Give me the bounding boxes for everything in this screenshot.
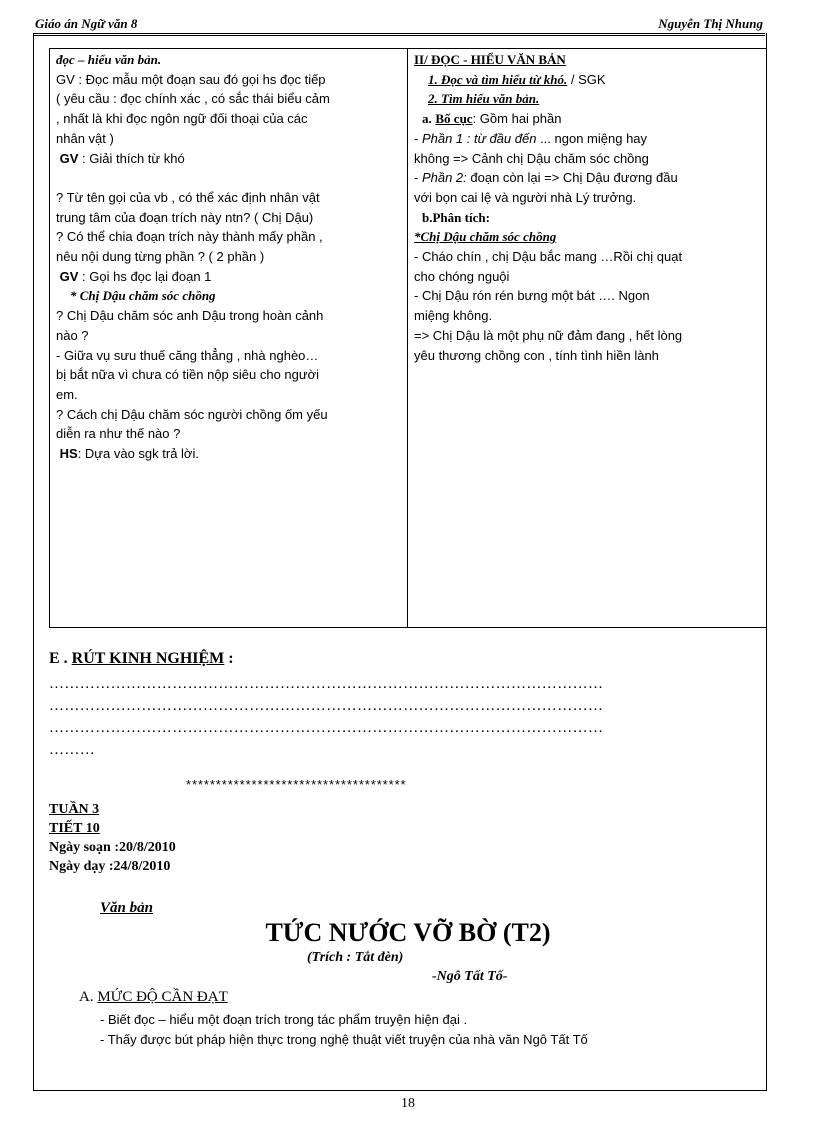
- right-line-text: / SGK: [567, 71, 606, 87]
- right-line: yêu thương chồng con , tính tình hiền lành: [414, 347, 659, 363]
- notes-lines: [49, 673, 603, 761]
- right-line: [414, 109, 760, 129]
- list-item: - Thấy được bút pháp hiện thực trong nghệ thuật viết truyện của nhà văn Ngô Tất Tố: [100, 1032, 588, 1047]
- notes-line: ………………………………………………………………………………………………: [49, 698, 604, 714]
- list-item: - Biết đọc – hiểu một đoạn trích trong tác phẩm truyện hiện đại .: [100, 1012, 468, 1027]
- right-line: cho chóng nguội: [414, 268, 510, 284]
- left-line: nào ?: [56, 327, 89, 343]
- left-line: diễn ra như thế nào ?: [56, 426, 181, 442]
- right-line: [414, 129, 760, 149]
- right-subheading: 2. Tìm hiểu văn bản.: [428, 91, 540, 107]
- section-a-heading: [79, 989, 228, 1006]
- left-line: , nhất là khi đọc ngôn ngữ đối thoại của các: [56, 111, 308, 127]
- left-line: ? Chị Dậu chăm sóc anh Dậu trong hoàn cảnh: [56, 308, 324, 324]
- right-label: a.: [422, 111, 432, 127]
- left-line: đọc – hiểu văn bản.: [56, 52, 162, 67]
- right-line-text: -: [414, 170, 422, 186]
- right-line: [414, 70, 760, 90]
- left-line: [56, 444, 401, 464]
- left-line: [56, 149, 401, 169]
- lesson-author: -Ngô Tất Tố-: [432, 969, 508, 984]
- lesson-title: TỨC NƯỚC VỠ BỜ (T2): [265, 918, 551, 947]
- separator-stars: *************************************: [186, 777, 407, 792]
- right-line-text: đoạn còn lại => Chị Dậu đương đầu: [466, 170, 678, 186]
- text-label: Văn bản: [100, 900, 153, 916]
- section-a-list: [100, 1010, 588, 1050]
- header-left: Giáo án Ngữ văn 8: [35, 16, 138, 31]
- notes-line: ………: [49, 742, 96, 758]
- right-line-text: ... ngon miệng hay: [536, 130, 648, 146]
- right-heading: II/ ĐỌC - HIỂU VĂN BẢN: [414, 52, 566, 67]
- right-line: miệng không.: [414, 308, 493, 324]
- teach-date: Ngày dạy :24/8/2010: [49, 859, 171, 874]
- left-subheading: * Chị Dậu chăm sóc chồng: [70, 288, 216, 304]
- page-number: 18: [401, 1096, 415, 1111]
- right-line-text: -: [414, 130, 422, 146]
- left-line-text: : Dựa vào sgk trả lời.: [77, 446, 199, 462]
- section-e-prefix: E .: [49, 650, 72, 667]
- right-line-text: : Gồm hai phần: [472, 111, 562, 127]
- lesson-table: [49, 48, 767, 628]
- table-left-column: [50, 49, 408, 627]
- speaker-label: GV: [59, 268, 79, 284]
- prep-date: Ngày soạn :20/8/2010: [49, 840, 176, 855]
- table-right-column: [408, 49, 766, 627]
- section-a-prefix: A.: [79, 989, 98, 1005]
- right-subheading: 1. Đọc và tìm hiểu từ khó.: [428, 71, 568, 87]
- week-label: TUẦN 3: [49, 802, 100, 817]
- right-line: - Cháo chín , chị Dậu bắc mang …Rồi chị quạt: [414, 249, 683, 265]
- left-line: ( yêu cầu : đọc chính xác , có sắc thái biểu cảm: [56, 91, 330, 107]
- blank-line: [56, 168, 401, 188]
- left-line: [56, 267, 401, 287]
- right-line-italic: Phần 2:: [421, 170, 467, 186]
- left-line: ? Có thể chia đoạn trích này thành mấy phần ,: [56, 229, 323, 245]
- right-line: => Chị Dậu là một phụ nữ đảm đang , hết lòng: [414, 327, 683, 343]
- right-line: không => Cảnh chị Dậu chăm sóc chồng: [414, 150, 649, 166]
- left-line: em.: [56, 386, 78, 402]
- left-line: - Giữa vụ sưu thuế căng thẳng , nhà nghèo…: [56, 347, 319, 363]
- section-e-heading: [49, 650, 234, 668]
- notes-line: ………………………………………………………………………………………………: [49, 676, 604, 692]
- right-line: [414, 168, 760, 188]
- speaker-label: GV: [59, 150, 79, 166]
- speaker-label: HS: [59, 446, 78, 462]
- right-line: - Chị Dậu rón rén bưng một bát …. Ngon: [414, 288, 650, 304]
- left-line: trung tâm của đoạn trích này ntn? ( Chị Dậu): [56, 209, 314, 225]
- left-line: ? Cách chị Dậu chăm sóc người chồng ốm yếu: [56, 406, 328, 422]
- left-line: ? Từ tên gọi của vb , có thể xác định nhân vật: [56, 189, 320, 205]
- left-line-text: : Giải thích từ khó: [78, 150, 185, 166]
- section-e-suffix: :: [224, 650, 234, 667]
- left-line-text: : Gọi hs đọc lại đoạn 1: [78, 268, 212, 284]
- right-line-italic: Phần 1 : từ đầu đến: [421, 130, 537, 146]
- section-e-title: RÚT KINH NGHIỆM: [71, 650, 225, 667]
- right-line: với bọn cai lệ và người nhà Lý trưởng.: [414, 189, 637, 205]
- header-right: Nguyễn Thị Nhung: [658, 16, 763, 31]
- left-line: nhân vật ): [56, 130, 114, 146]
- lesson-meta: [49, 800, 176, 876]
- left-line: nêu nội dung từng phần ? ( 2 phần ): [56, 249, 265, 265]
- right-subheading: *Chị Dậu chăm sóc chồng: [414, 229, 557, 245]
- period-label: TIẾT 10: [49, 821, 100, 836]
- right-label: Bố cục: [435, 111, 473, 127]
- right-subheading: b.Phân tích:: [422, 209, 490, 225]
- left-line: GV : Đọc mẫu một đoạn sau đó gọi hs đọc tiếp: [56, 71, 326, 87]
- notes-line: ………………………………………………………………………………………………: [49, 720, 604, 736]
- lesson-subtitle: (Trích : Tắt đèn): [307, 950, 404, 965]
- section-a-title: MỨC ĐỘ CẦN ĐẠT: [97, 989, 228, 1005]
- left-line: bị bắt nữa vì chưa có tiền nộp siêu cho người: [56, 367, 320, 383]
